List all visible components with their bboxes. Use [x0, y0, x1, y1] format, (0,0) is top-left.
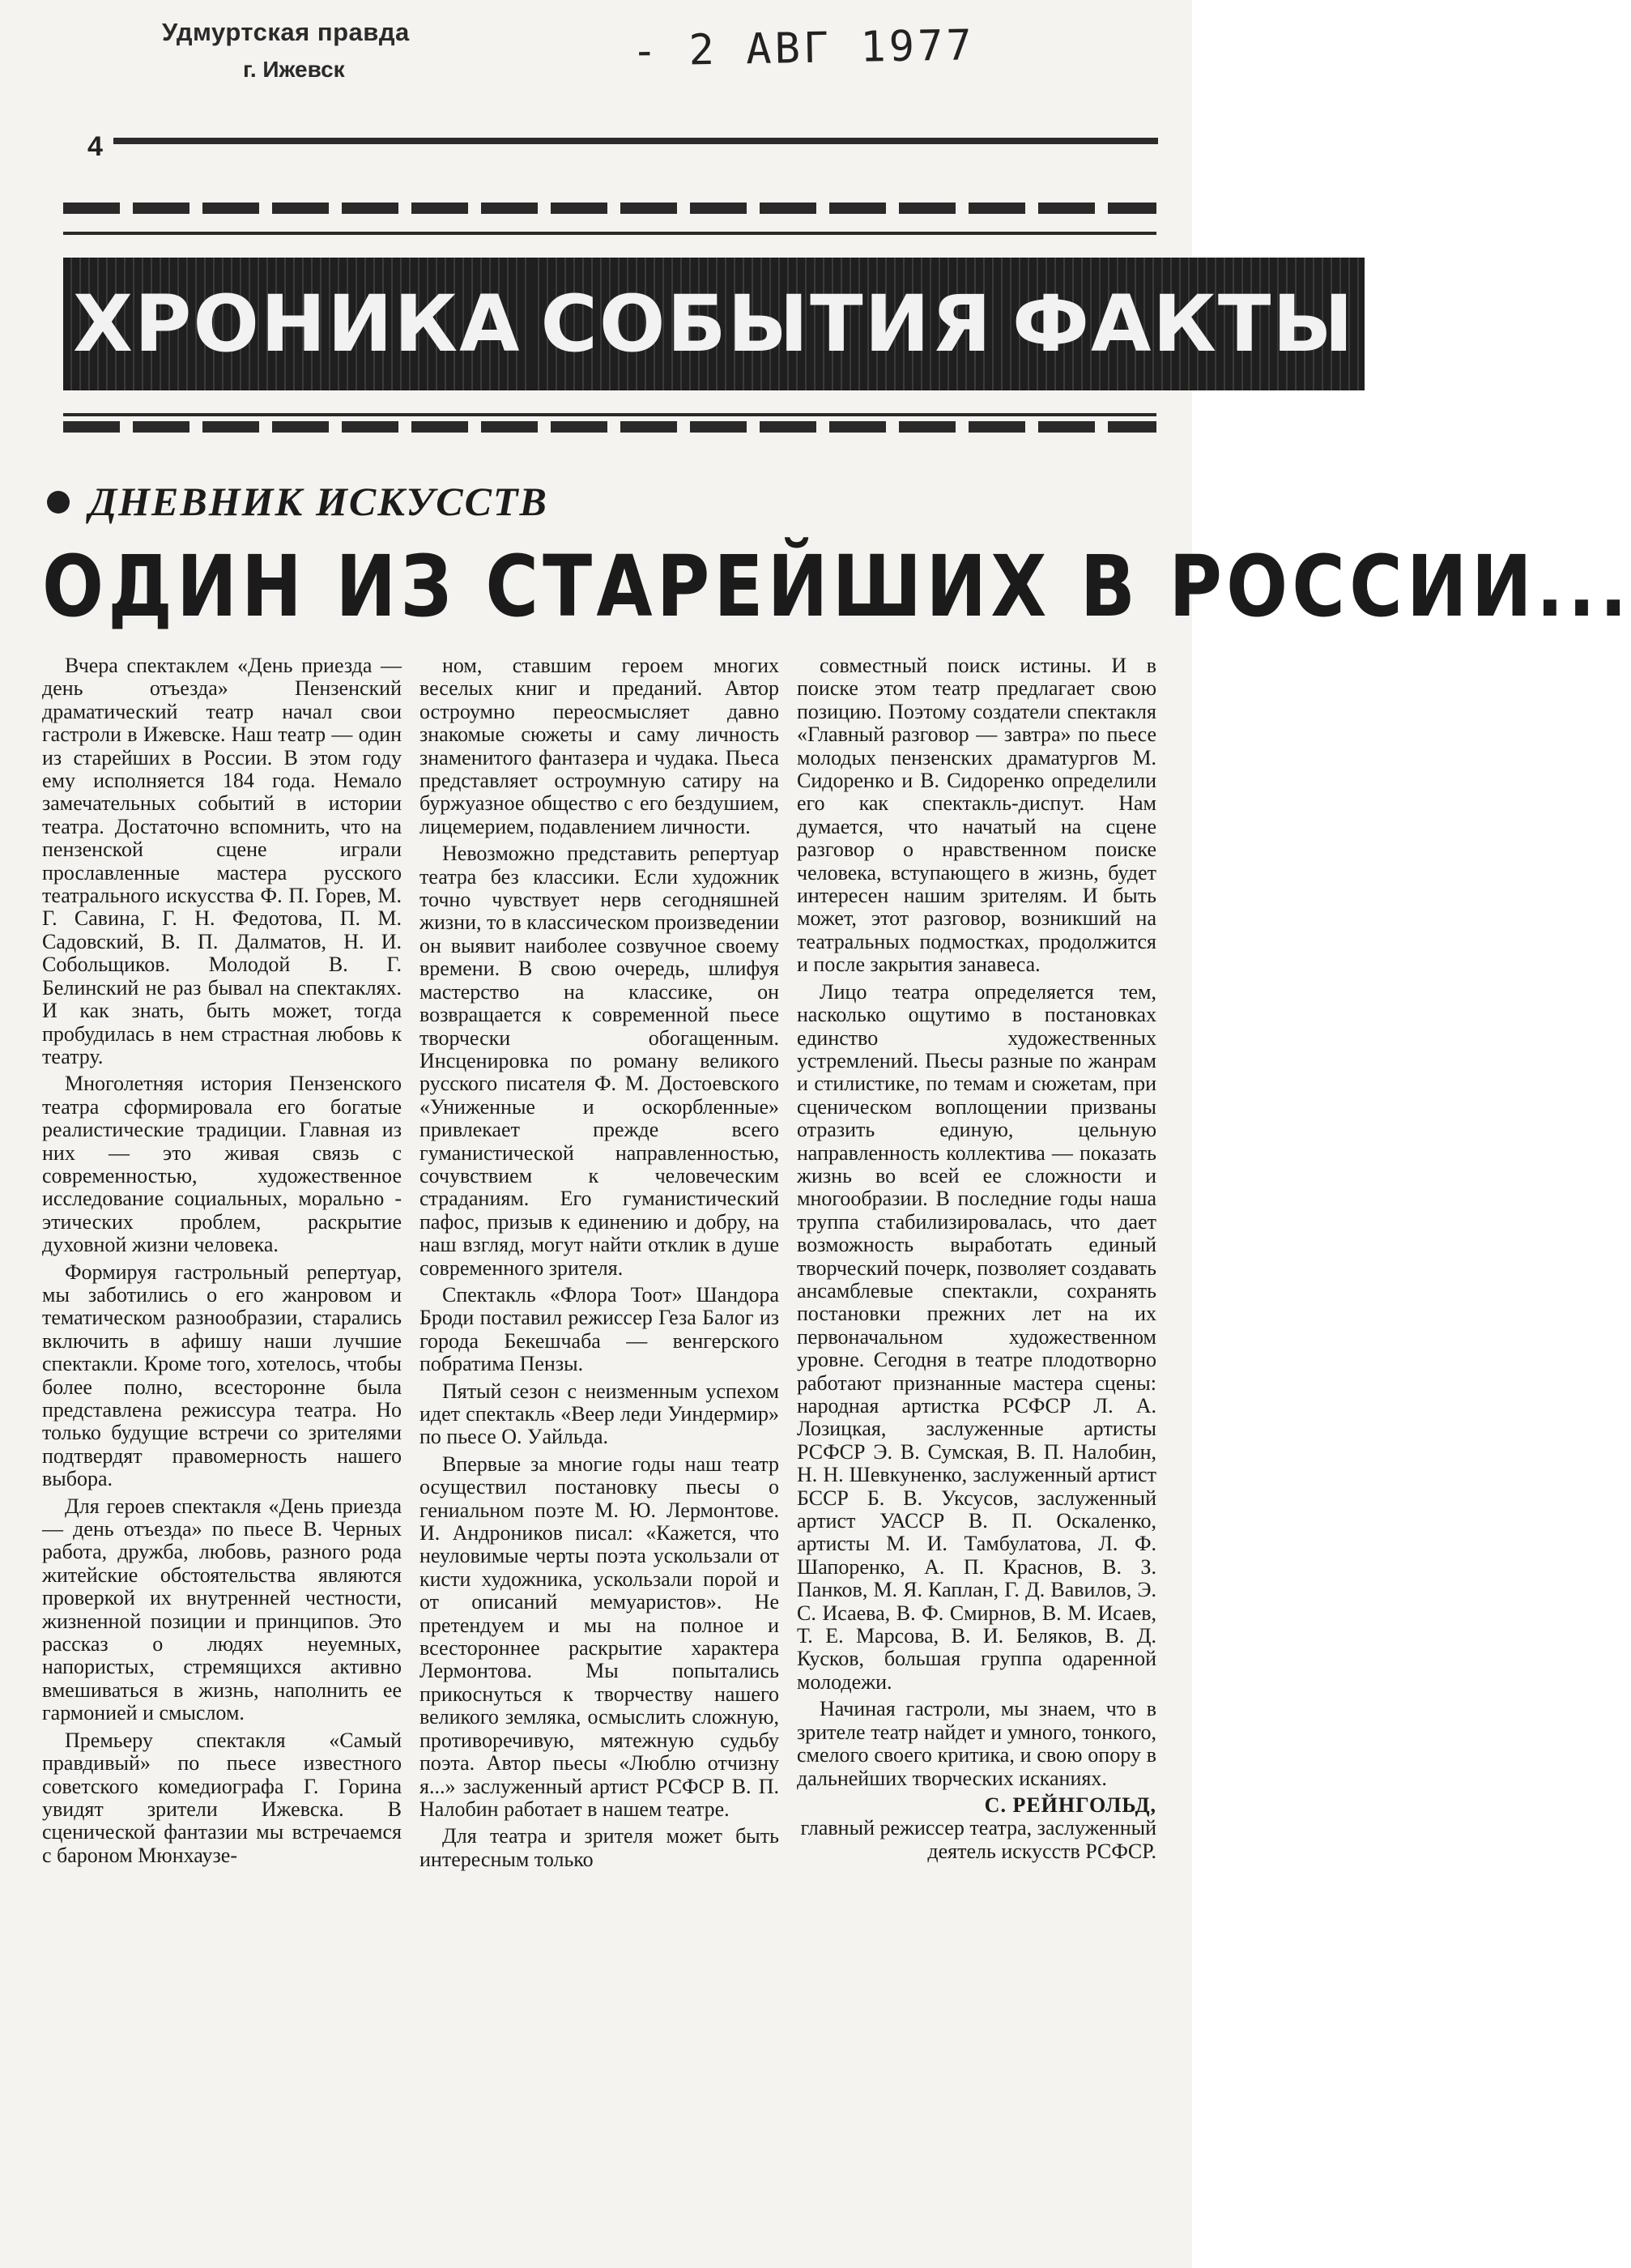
column-2	[419, 654, 779, 2242]
city-stamp: г. Ижевск	[243, 57, 345, 82]
banner-word-facts: ФАКТЫ	[1003, 258, 1365, 390]
section-banner	[63, 202, 1355, 437]
paragraph: Лицо театра определяется тем, насколько ощутимо в постановках единство художественных устремлений. Пьесы разные по жанрам и стилистике, по темам и сюжетам, при сценическом воплощении призваны отразить единую, цельную направленность коллектива — показать жизнь во всей ее сложности и многообразии. В последние годы наша труппа стабилизировалась, что дает возможность выработать единый творческий почерк, позволяет создавать ансамблевые спектакли, сохранять постановки прежних лет на их первоначальном художественном уровне. Сегодня в театре плодотворно работают признанные мастера сцены: народная артистка РСФСР Л. А. Лозицкая, заслуженные артисты РСФСР Э. В. Сумская, В. П. Налобин, Н. Н. Шевкуненко, заслуженный артист БССР Б. В. Уксусов, заслуженный артист УАССР В. П. Оскаленко, артисты М. И. Тамбулатова, Л. Ф. Шапоренко, А. П. Краснов, В. З. Панков, М. Я. Каплан, Г. Д. Вавилов, Э. С. Исаева, В. Ф. Смирнов, В. М. Исаев, Т. Е. Марсова, В. И. Беляков, В. Д. Кусков, большая группа одаренной молодежи.	[797, 979, 1156, 1694]
banner-dash-top	[63, 202, 1156, 214]
top-rule	[113, 138, 1158, 144]
article-body	[42, 654, 1160, 2242]
paragraph: Впервые за многие годы наш театр осуществил постановку пьесы о гениальном поэте М. Ю. Лермонтове. И. Андроников писал: «Кажется, что неуловимые черты поэта ускользали от кисти художника, ускользали порой и от описаний мемуаристов». Не претендуем и мы на полное и всестороннее раскрытие характера Лермонтова. Мы попытались прикоснуться к творчеству нашего великого земляка, осмыслить сложную, противоречивую, мятежную судьбу поэта. Автор пьесы «Люблю отчизну я...» заслуженный артист РСФСР В. П. Налобин работает в нашем театре.	[419, 1452, 779, 1821]
paragraph: Для героев спектакля «День приезда — день отъезда» по пьесе В. Черных работа, дружба, любовь, разного рода житейские обстоятельства являются проверкой их внутренней честности, жизненной позиции и принципов. Это рассказ о людях неуемных, напористых, стремящихся активно вмешиваться в жизнь, наполнить ее гармонией и смыслом.	[42, 1494, 402, 1725]
paragraph: ном, ставшим героем многих веселых книг и преданий. Автор остроумно переосмысляет давно знакомые сюжеты и саму личность знаменитого фантазера и чудака. Пьеса представляет остроумную сатиру на буржуазное общество с его бездушием, лицемерием, подавлением личности.	[419, 654, 779, 838]
banner-word-events: СОБЫТИЯ	[530, 258, 1002, 390]
paragraph: Спектакль «Флора Тоот» Шандора Броди поставил режиссер Геза Балог из города Бекешчаба — венгерского побратима Пензы.	[419, 1282, 779, 1376]
paragraph: Формируя гастрольный репертуар, мы заботились о его жанровом и тематическом разнообразии, старались включить в афишу наши лучшие спектакли. Кроме того, хотелось, чтобы более полно, всесторонне была представлена режиссура театра. Но только будущие встречи со зрителями подтвердят правомерность нашего выбора.	[42, 1260, 402, 1491]
paragraph: совместный поиск истины. И в поиске этом театр предлагает свою позицию. Поэтому создатели спектакля «Главный разговор — завтра» по пьесе молодых пензенских драматургов М. Сидоренко и В. Сидоренко определили его как спектакль-диспут. Нам думается, что начатый на сцене разговор о нравственном поиске человека, вступающего в жизнь, будет интересен нашим зрителям. И быть может, этот разговор, возникший на театральных подмостках, продолжится и после закрытия занавеса.	[797, 654, 1156, 977]
banner-box	[63, 232, 1355, 416]
author-role: главный режиссер театра, заслуженный деятель искусств РСФСР.	[800, 1816, 1156, 1863]
paragraph: Вчера спектаклем «День приезда — день отъезда» Пензенский драматический театр начал свои гастроли в Ижевске. Наш театр — один из старейших в России. В этом году ему исполняется 184 года. Немало замечательных событий в истории театра. Достаточно вспомнить, что на пензенской сцене играли прославленные мастера русского театрального искусства Ф. П. Горев, М. Г. Савина, Г. Н. Федотова, П. М. Садовский, В. П. Далматов, Н. И. Собольщиков. Молодой В. Г. Белинский не раз бывал на спектаклях. И как знать, быть может, тогда пробудилась в нем страстная любовь к театру.	[42, 654, 402, 1068]
author-name: С. РЕЙНГОЛЬД,	[984, 1793, 1156, 1817]
paragraph: Многолетняя история Пензенского театра сформировала его богатые реалистические традиции. Главная из них — это живая связь с современностью, художественное исследование социальных, морально - этических проблем, раскрытие духовной жизни человека.	[42, 1072, 402, 1257]
paragraph: Невозможно представить репертуар театра без классики. Если художник точно чувствует нерв сегодняшней жизни, то в классическом произведении он выявит наиболее созвучное своему времени. В свою очередь, шлифуя мастерство на классике, он возвращается к современной пьесе творчески обогащенным. Инсценировка по роману великого русского писателя Ф. М. Достоевского «Униженные и оскорбленные» привлекает прежде всего гуманистической направленностью, сочувствием к человеческим страданиям. Его гуманистический пафос, призыв к единению и добру, на наш взгляд, могут найти отклик в душе современного зрителя.	[419, 842, 779, 1280]
paragraph: Начиная гастроли, мы знаем, что в зрителе театр найдет и умного, тонкого, смелого своего критика, и свою опору в дальнейших творческих исканиях.	[797, 1697, 1156, 1790]
paragraph: Премьеру спектакля «Самый правдивый» по пьесе известного советского комедиографа Г. Горина увидят зрители Ижевска. В сценической фантазии мы встречаемся с бароном Мюнхаузе-	[42, 1728, 402, 1867]
source-stamp: Удмуртская правда	[162, 18, 410, 46]
date-stamp: - 2 АВГ 1977	[631, 21, 976, 76]
bullet-icon	[47, 491, 70, 514]
column-3	[797, 654, 1156, 2242]
column-1	[42, 654, 402, 2242]
headline: ОДИН ИЗ СТАРЕЙШИХ В РОССИИ...	[42, 537, 1631, 636]
paragraph: Для театра и зрителя может быть интересным только	[419, 1824, 779, 1871]
banner-dash-bottom	[63, 421, 1156, 433]
banner-word-chronicle: ХРОНИКА	[63, 258, 530, 390]
page-number: 4	[87, 131, 103, 162]
paragraph: Пятый сезон с неизменным успехом идет спектакль «Веер леди Уиндермир» по пьесе О. Уайльда.	[419, 1379, 779, 1449]
rubric: ДНЕВНИК ИСКУССТВ	[89, 479, 548, 524]
